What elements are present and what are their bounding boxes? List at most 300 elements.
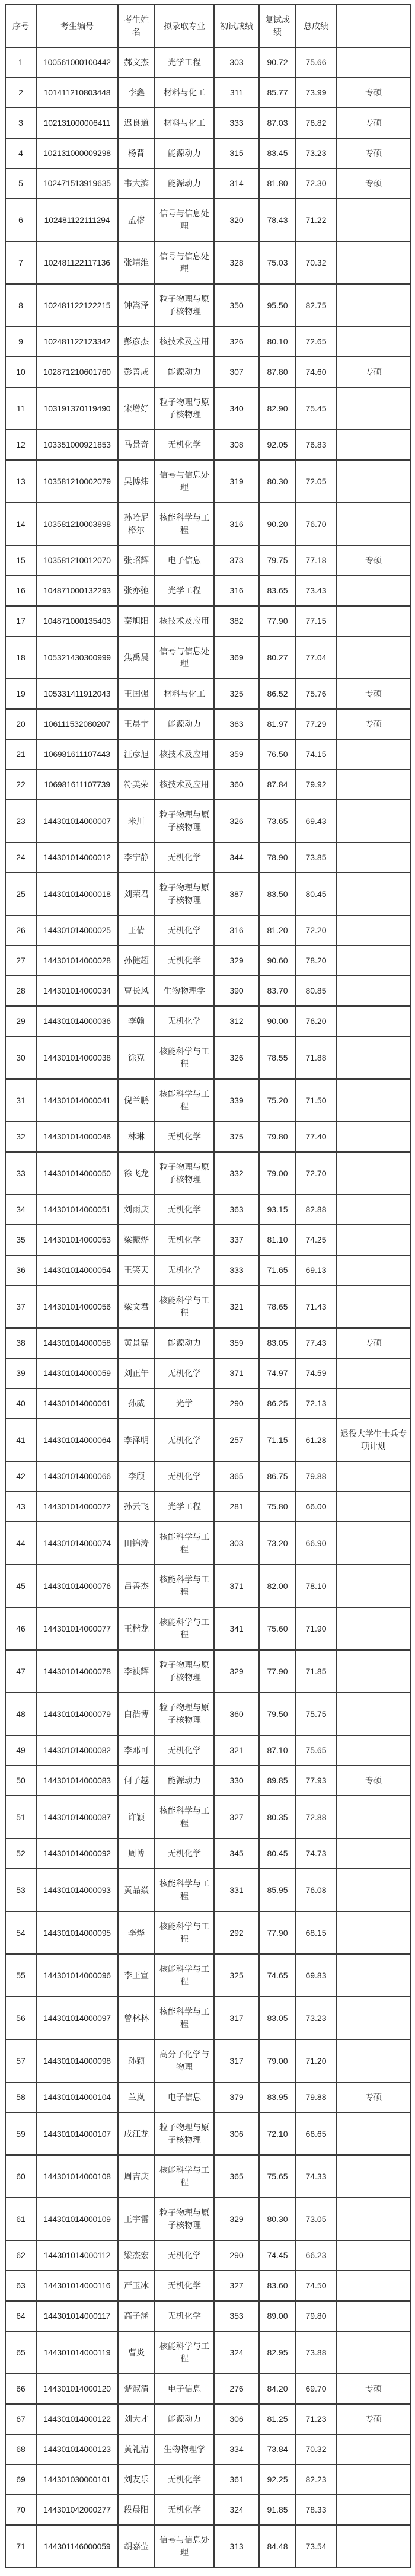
total-score-cell: 80.85 bbox=[296, 976, 336, 1006]
major-cell: 无机化学 bbox=[155, 1358, 214, 1388]
retest-score-cell: 79.80 bbox=[259, 1122, 296, 1152]
candidate-name-cell: 郝文杰 bbox=[118, 47, 155, 78]
admission-score-table bbox=[5, 4, 411, 2568]
table-row bbox=[5, 1650, 411, 1693]
row-index-cell: 19 bbox=[5, 679, 36, 709]
candidate-id-cell: 144301014000053 bbox=[36, 1225, 118, 1255]
remark-cell bbox=[336, 1006, 411, 1036]
initial-score-cell: 350 bbox=[214, 284, 259, 327]
remark-cell bbox=[336, 2271, 411, 2301]
major-cell: 无机化学 bbox=[155, 1006, 214, 1036]
total-score-cell: 72.88 bbox=[296, 1796, 336, 1838]
row-index-cell: 33 bbox=[5, 1152, 36, 1195]
candidate-id-cell: 103351000921853 bbox=[36, 430, 118, 460]
major-cell: 材料与化工 bbox=[155, 679, 214, 709]
total-score-cell: 73.23 bbox=[296, 138, 336, 168]
remark-cell: 专硕 bbox=[336, 1328, 411, 1358]
table-row bbox=[5, 873, 411, 915]
major-cell: 核技术及应用 bbox=[155, 327, 214, 357]
row-index-cell: 13 bbox=[5, 460, 36, 503]
candidate-name-cell: 王笑天 bbox=[118, 1255, 155, 1285]
retest-score-cell: 93.15 bbox=[259, 1195, 296, 1225]
row-index-cell: 69 bbox=[5, 2465, 36, 2495]
initial-score-cell: 316 bbox=[214, 503, 259, 545]
total-score-cell: 69.13 bbox=[296, 1255, 336, 1285]
major-cell: 信号与信息处理 bbox=[155, 241, 214, 284]
candidate-name-cell: 楚淑清 bbox=[118, 2374, 155, 2404]
table-row bbox=[5, 357, 411, 387]
candidate-id-cell: 102131000009298 bbox=[36, 138, 118, 168]
major-cell: 光学工程 bbox=[155, 576, 214, 606]
initial-score-cell: 327 bbox=[214, 1796, 259, 1838]
candidate-name-cell: 张昭辉 bbox=[118, 545, 155, 576]
table-row bbox=[5, 842, 411, 873]
total-score-cell: 77.43 bbox=[296, 1328, 336, 1358]
candidate-name-cell: 许颖 bbox=[118, 1796, 155, 1838]
total-score-cell: 70.32 bbox=[296, 2434, 336, 2465]
remark-cell bbox=[336, 1735, 411, 1766]
retest-score-cell: 85.95 bbox=[259, 1869, 296, 1911]
candidate-id-cell: 144301030000101 bbox=[36, 2465, 118, 2495]
initial-score-cell: 292 bbox=[214, 1911, 259, 1954]
remark-cell bbox=[336, 1997, 411, 2039]
major-cell: 核技术及应用 bbox=[155, 606, 214, 636]
candidate-name-cell: 李祯辉 bbox=[118, 1650, 155, 1693]
row-index-cell: 50 bbox=[5, 1766, 36, 1796]
candidate-id-cell: 144301014000076 bbox=[36, 1565, 118, 1607]
retest-score-cell: 80.10 bbox=[259, 327, 296, 357]
candidate-id-cell: 144301042000277 bbox=[36, 2495, 118, 2525]
remark-cell bbox=[336, 460, 411, 503]
candidate-name-cell: 王楷龙 bbox=[118, 1607, 155, 1650]
header-candidate-id: 考生编号 bbox=[36, 5, 118, 47]
initial-score-cell: 314 bbox=[214, 168, 259, 199]
initial-score-cell: 363 bbox=[214, 1195, 259, 1225]
row-index-cell: 14 bbox=[5, 503, 36, 545]
remark-cell: 专硕 bbox=[336, 1766, 411, 1796]
major-cell: 无机化学 bbox=[155, 1255, 214, 1285]
total-score-cell: 77.18 bbox=[296, 545, 336, 576]
table-row bbox=[5, 1735, 411, 1766]
candidate-id-cell: 144301014000054 bbox=[36, 1255, 118, 1285]
candidate-name-cell: 刘雨庆 bbox=[118, 1195, 155, 1225]
row-index-cell: 38 bbox=[5, 1328, 36, 1358]
retest-score-cell: 82.00 bbox=[259, 1565, 296, 1607]
candidate-name-cell: 李烨 bbox=[118, 1911, 155, 1954]
remark-cell: 专硕 bbox=[336, 78, 411, 108]
initial-score-cell: 382 bbox=[214, 606, 259, 636]
candidate-name-cell: 兰岚 bbox=[118, 2082, 155, 2112]
remark-cell bbox=[336, 576, 411, 606]
candidate-id-cell: 144301014000028 bbox=[36, 946, 118, 976]
candidate-name-cell: 成江龙 bbox=[118, 2112, 155, 2155]
remark-cell bbox=[336, 1122, 411, 1152]
candidate-name-cell: 焦禹晨 bbox=[118, 636, 155, 679]
initial-score-cell: 306 bbox=[214, 2112, 259, 2155]
initial-score-cell: 311 bbox=[214, 78, 259, 108]
total-score-cell: 78.10 bbox=[296, 1565, 336, 1607]
total-score-cell: 74.60 bbox=[296, 357, 336, 387]
table-row bbox=[5, 1285, 411, 1328]
row-index-cell: 51 bbox=[5, 1796, 36, 1838]
table-row bbox=[5, 1225, 411, 1255]
candidate-id-cell: 144301014000036 bbox=[36, 1006, 118, 1036]
candidate-name-cell: 钟嵩泽 bbox=[118, 284, 155, 327]
major-cell: 无机化学 bbox=[155, 430, 214, 460]
initial-score-cell: 316 bbox=[214, 915, 259, 946]
table-row bbox=[5, 2434, 411, 2465]
remark-cell: 专硕 bbox=[336, 108, 411, 138]
row-index-cell: 47 bbox=[5, 1650, 36, 1693]
table-row bbox=[5, 1565, 411, 1607]
major-cell: 无机化学 bbox=[155, 1225, 214, 1255]
candidate-id-cell: 144301014000059 bbox=[36, 1358, 118, 1388]
total-score-cell: 73.23 bbox=[296, 1997, 336, 2039]
retest-score-cell: 75.60 bbox=[259, 1607, 296, 1650]
row-index-cell: 29 bbox=[5, 1006, 36, 1036]
candidate-id-cell: 102481122117136 bbox=[36, 241, 118, 284]
retest-score-cell: 82.90 bbox=[259, 387, 296, 430]
table-row bbox=[5, 327, 411, 357]
remark-cell bbox=[336, 1522, 411, 1565]
row-index-cell: 62 bbox=[5, 2240, 36, 2271]
candidate-name-cell: 田锦涛 bbox=[118, 1522, 155, 1565]
remark-cell bbox=[336, 2434, 411, 2465]
retest-score-cell: 89.00 bbox=[259, 2301, 296, 2331]
major-cell: 核能科学与工程 bbox=[155, 1796, 214, 1838]
remark-cell bbox=[336, 1650, 411, 1693]
remark-cell: 退役大学生士兵专项计划 bbox=[336, 1419, 411, 1461]
retest-score-cell: 78.65 bbox=[259, 1285, 296, 1328]
row-index-cell: 6 bbox=[5, 199, 36, 241]
initial-score-cell: 379 bbox=[214, 2082, 259, 2112]
retest-score-cell: 87.84 bbox=[259, 770, 296, 800]
remark-cell bbox=[336, 1195, 411, 1225]
candidate-id-cell: 144301014000018 bbox=[36, 873, 118, 915]
table-row bbox=[5, 2155, 411, 2198]
major-cell: 核能科学与工程 bbox=[155, 1869, 214, 1911]
candidate-name-cell: 黄景磊 bbox=[118, 1328, 155, 1358]
initial-score-cell: 339 bbox=[214, 1079, 259, 1122]
initial-score-cell: 317 bbox=[214, 2039, 259, 2082]
candidate-name-cell: 孙云飞 bbox=[118, 1492, 155, 1522]
remark-cell bbox=[336, 873, 411, 915]
table-row bbox=[5, 1766, 411, 1796]
total-score-cell: 74.50 bbox=[296, 2271, 336, 2301]
candidate-name-cell: 严玉冰 bbox=[118, 2271, 155, 2301]
candidate-id-cell: 105331411912043 bbox=[36, 679, 118, 709]
initial-score-cell: 371 bbox=[214, 1358, 259, 1388]
candidate-name-cell: 孙哈尼格尔 bbox=[118, 503, 155, 545]
candidate-id-cell: 144301014000123 bbox=[36, 2434, 118, 2465]
total-score-cell: 77.04 bbox=[296, 636, 336, 679]
remark-cell bbox=[336, 1607, 411, 1650]
total-score-cell: 78.33 bbox=[296, 2495, 336, 2525]
total-score-cell: 71.88 bbox=[296, 1036, 336, 1079]
candidate-name-cell: 胡嘉莹 bbox=[118, 2525, 155, 2568]
candidate-name-cell: 周吉庆 bbox=[118, 2155, 155, 2198]
table-row bbox=[5, 1954, 411, 1997]
retest-score-cell: 80.30 bbox=[259, 2198, 296, 2240]
major-cell: 能源动力 bbox=[155, 2404, 214, 2434]
candidate-id-cell: 144301014000096 bbox=[36, 1954, 118, 1997]
row-index-cell: 36 bbox=[5, 1255, 36, 1285]
candidate-name-cell: 王国强 bbox=[118, 679, 155, 709]
remark-cell bbox=[336, 387, 411, 430]
candidate-name-cell: 刘荣君 bbox=[118, 873, 155, 915]
table-row bbox=[5, 2112, 411, 2155]
row-index-cell: 57 bbox=[5, 2039, 36, 2082]
remark-cell: 专硕 bbox=[336, 2082, 411, 2112]
initial-score-cell: 333 bbox=[214, 108, 259, 138]
table-row bbox=[5, 168, 411, 199]
remark-cell bbox=[336, 2198, 411, 2240]
table-row bbox=[5, 2374, 411, 2404]
initial-score-cell: 326 bbox=[214, 1036, 259, 1079]
major-cell: 信号与信息处理 bbox=[155, 199, 214, 241]
initial-score-cell: 326 bbox=[214, 327, 259, 357]
retest-score-cell: 85.77 bbox=[259, 78, 296, 108]
total-score-cell: 80.45 bbox=[296, 873, 336, 915]
row-index-cell: 28 bbox=[5, 976, 36, 1006]
table-row bbox=[5, 2240, 411, 2271]
total-score-cell: 72.13 bbox=[296, 1388, 336, 1419]
retest-score-cell: 90.20 bbox=[259, 503, 296, 545]
major-cell: 信号与信息处理 bbox=[155, 460, 214, 503]
candidate-name-cell: 李王宣 bbox=[118, 1954, 155, 1997]
total-score-cell: 61.28 bbox=[296, 1419, 336, 1461]
retest-score-cell: 73.84 bbox=[259, 2434, 296, 2465]
major-cell: 光学工程 bbox=[155, 1492, 214, 1522]
remark-cell bbox=[336, 976, 411, 1006]
retest-score-cell: 78.55 bbox=[259, 1036, 296, 1079]
remark-cell bbox=[336, 241, 411, 284]
table-row bbox=[5, 1419, 411, 1461]
candidate-name-cell: 刘正午 bbox=[118, 1358, 155, 1388]
total-score-cell: 77.40 bbox=[296, 1122, 336, 1152]
retest-score-cell: 72.10 bbox=[259, 2112, 296, 2155]
initial-score-cell: 303 bbox=[214, 1522, 259, 1565]
row-index-cell: 45 bbox=[5, 1565, 36, 1607]
candidate-name-cell: 王倩 bbox=[118, 915, 155, 946]
row-index-cell: 8 bbox=[5, 284, 36, 327]
remark-cell bbox=[336, 1285, 411, 1328]
table-row bbox=[5, 739, 411, 770]
remark-cell bbox=[336, 1152, 411, 1195]
candidate-id-cell: 104871000135403 bbox=[36, 606, 118, 636]
row-index-cell: 58 bbox=[5, 2082, 36, 2112]
remark-cell bbox=[336, 1693, 411, 1735]
major-cell: 粒子物理与原子核物理 bbox=[155, 2112, 214, 2155]
initial-score-cell: 303 bbox=[214, 47, 259, 78]
major-cell: 生物物理学 bbox=[155, 2434, 214, 2465]
retest-score-cell: 86.25 bbox=[259, 1388, 296, 1419]
initial-score-cell: 359 bbox=[214, 739, 259, 770]
table-row bbox=[5, 2404, 411, 2434]
row-index-cell: 71 bbox=[5, 2525, 36, 2568]
initial-score-cell: 334 bbox=[214, 2434, 259, 2465]
header-total-score: 总成绩 bbox=[296, 5, 336, 47]
candidate-name-cell: 刘大才 bbox=[118, 2404, 155, 2434]
candidate-name-cell: 张靖维 bbox=[118, 241, 155, 284]
major-cell: 核能科学与工程 bbox=[155, 503, 214, 545]
initial-score-cell: 332 bbox=[214, 1152, 259, 1195]
candidate-id-cell: 144301014000112 bbox=[36, 2240, 118, 2271]
candidate-id-cell: 102481122111294 bbox=[36, 199, 118, 241]
table-row bbox=[5, 1522, 411, 1565]
total-score-cell: 66.90 bbox=[296, 1522, 336, 1565]
candidate-name-cell: 倪兰鹏 bbox=[118, 1079, 155, 1122]
retest-score-cell: 79.00 bbox=[259, 1152, 296, 1195]
candidate-name-cell: 曾林林 bbox=[118, 1997, 155, 2039]
major-cell: 核能科学与工程 bbox=[155, 1911, 214, 1954]
major-cell: 能源动力 bbox=[155, 357, 214, 387]
major-cell: 核能科学与工程 bbox=[155, 1079, 214, 1122]
total-score-cell: 79.80 bbox=[296, 2301, 336, 2331]
remark-cell bbox=[336, 1911, 411, 1954]
remark-cell bbox=[336, 2495, 411, 2525]
candidate-name-cell: 李泽明 bbox=[118, 1419, 155, 1461]
initial-score-cell: 390 bbox=[214, 976, 259, 1006]
candidate-name-cell: 王晨宇 bbox=[118, 709, 155, 739]
remark-cell bbox=[336, 327, 411, 357]
major-cell: 无机化学 bbox=[155, 946, 214, 976]
total-score-cell: 74.59 bbox=[296, 1358, 336, 1388]
total-score-cell: 75.45 bbox=[296, 387, 336, 430]
remark-cell bbox=[336, 739, 411, 770]
initial-score-cell: 344 bbox=[214, 842, 259, 873]
candidate-id-cell: 101411210803448 bbox=[36, 78, 118, 108]
table-row bbox=[5, 770, 411, 800]
major-cell: 无机化学 bbox=[155, 1195, 214, 1225]
retest-score-cell: 78.90 bbox=[259, 842, 296, 873]
candidate-id-cell: 144301014000093 bbox=[36, 1869, 118, 1911]
row-index-cell: 59 bbox=[5, 2112, 36, 2155]
major-cell: 电子信息 bbox=[155, 545, 214, 576]
table-row bbox=[5, 1461, 411, 1492]
major-cell: 粒子物理与原子核物理 bbox=[155, 2198, 214, 2240]
row-index-cell: 52 bbox=[5, 1838, 36, 1869]
table-row bbox=[5, 1911, 411, 1954]
candidate-id-cell: 144301014000077 bbox=[36, 1607, 118, 1650]
row-index-cell: 3 bbox=[5, 108, 36, 138]
remark-cell bbox=[336, 1796, 411, 1838]
major-cell: 核技术及应用 bbox=[155, 770, 214, 800]
retest-score-cell: 81.20 bbox=[259, 915, 296, 946]
major-cell: 无机化学 bbox=[155, 2240, 214, 2271]
total-score-cell: 76.70 bbox=[296, 503, 336, 545]
retest-score-cell: 71.15 bbox=[259, 1419, 296, 1461]
candidate-id-cell: 144301014000122 bbox=[36, 2404, 118, 2434]
total-score-cell: 73.43 bbox=[296, 576, 336, 606]
remark-cell: 专硕 bbox=[336, 545, 411, 576]
row-index-cell: 40 bbox=[5, 1388, 36, 1419]
table-row bbox=[5, 1838, 411, 1869]
candidate-name-cell: 吕善杰 bbox=[118, 1565, 155, 1607]
candidate-name-cell: 杨晋 bbox=[118, 138, 155, 168]
initial-score-cell: 317 bbox=[214, 1997, 259, 2039]
table-row bbox=[5, 946, 411, 976]
candidate-id-cell: 144301014000079 bbox=[36, 1693, 118, 1735]
candidate-name-cell: 韦大滨 bbox=[118, 168, 155, 199]
initial-score-cell: 375 bbox=[214, 1122, 259, 1152]
total-score-cell: 74.73 bbox=[296, 1838, 336, 1869]
total-score-cell: 74.25 bbox=[296, 1225, 336, 1255]
candidate-id-cell: 144301014000012 bbox=[36, 842, 118, 873]
table-row bbox=[5, 108, 411, 138]
initial-score-cell: 321 bbox=[214, 1285, 259, 1328]
table-row bbox=[5, 1195, 411, 1225]
retest-score-cell: 90.60 bbox=[259, 946, 296, 976]
table-row bbox=[5, 2495, 411, 2525]
major-cell: 无机化学 bbox=[155, 2495, 214, 2525]
remark-cell bbox=[336, 2112, 411, 2155]
total-score-cell: 77.29 bbox=[296, 709, 336, 739]
total-score-cell: 66.23 bbox=[296, 2240, 336, 2271]
header-remark bbox=[336, 5, 411, 47]
retest-score-cell: 83.70 bbox=[259, 976, 296, 1006]
candidate-id-cell: 100561000100442 bbox=[36, 47, 118, 78]
candidate-id-cell: 144301014000041 bbox=[36, 1079, 118, 1122]
table-row bbox=[5, 2271, 411, 2301]
table-row bbox=[5, 2301, 411, 2331]
row-index-cell: 20 bbox=[5, 709, 36, 739]
table-row bbox=[5, 2331, 411, 2374]
remark-cell bbox=[336, 842, 411, 873]
candidate-id-cell: 102871210601760 bbox=[36, 357, 118, 387]
candidate-name-cell: 林琳 bbox=[118, 1122, 155, 1152]
retest-score-cell: 83.05 bbox=[259, 1997, 296, 2039]
retest-score-cell: 83.45 bbox=[259, 138, 296, 168]
total-score-cell: 71.22 bbox=[296, 199, 336, 241]
candidate-id-cell: 103191370119490 bbox=[36, 387, 118, 430]
row-index-cell: 30 bbox=[5, 1036, 36, 1079]
total-score-cell: 75.65 bbox=[296, 1735, 336, 1766]
initial-score-cell: 257 bbox=[214, 1419, 259, 1461]
table-row bbox=[5, 800, 411, 842]
remark-cell bbox=[336, 284, 411, 327]
retest-score-cell: 76.50 bbox=[259, 739, 296, 770]
initial-score-cell: 330 bbox=[214, 1766, 259, 1796]
total-score-cell: 69.83 bbox=[296, 1954, 336, 1997]
retest-score-cell: 79.00 bbox=[259, 2039, 296, 2082]
major-cell: 能源动力 bbox=[155, 168, 214, 199]
candidate-name-cell: 孙威 bbox=[118, 1388, 155, 1419]
retest-score-cell: 73.65 bbox=[259, 800, 296, 842]
row-index-cell: 49 bbox=[5, 1735, 36, 1766]
table-row bbox=[5, 636, 411, 679]
candidate-name-cell: 孙颖 bbox=[118, 2039, 155, 2082]
total-score-cell: 77.15 bbox=[296, 606, 336, 636]
total-score-cell: 71.85 bbox=[296, 1650, 336, 1693]
row-index-cell: 54 bbox=[5, 1911, 36, 1954]
major-cell: 信号与信息处理 bbox=[155, 2525, 214, 2568]
total-score-cell: 74.33 bbox=[296, 2155, 336, 2198]
remark-cell bbox=[336, 1565, 411, 1607]
retest-score-cell: 74.65 bbox=[259, 1954, 296, 1997]
row-index-cell: 1 bbox=[5, 47, 36, 78]
table-row bbox=[5, 2198, 411, 2240]
retest-score-cell: 81.80 bbox=[259, 168, 296, 199]
header-candidate-name: 考生姓名 bbox=[118, 5, 155, 47]
major-cell: 无机化学 bbox=[155, 1838, 214, 1869]
major-cell: 核能科学与工程 bbox=[155, 1607, 214, 1650]
total-score-cell: 68.15 bbox=[296, 1911, 336, 1954]
row-index-cell: 55 bbox=[5, 1954, 36, 1997]
table-row bbox=[5, 1358, 411, 1388]
major-cell: 粒子物理与原子核物理 bbox=[155, 1650, 214, 1693]
table-row bbox=[5, 1693, 411, 1735]
